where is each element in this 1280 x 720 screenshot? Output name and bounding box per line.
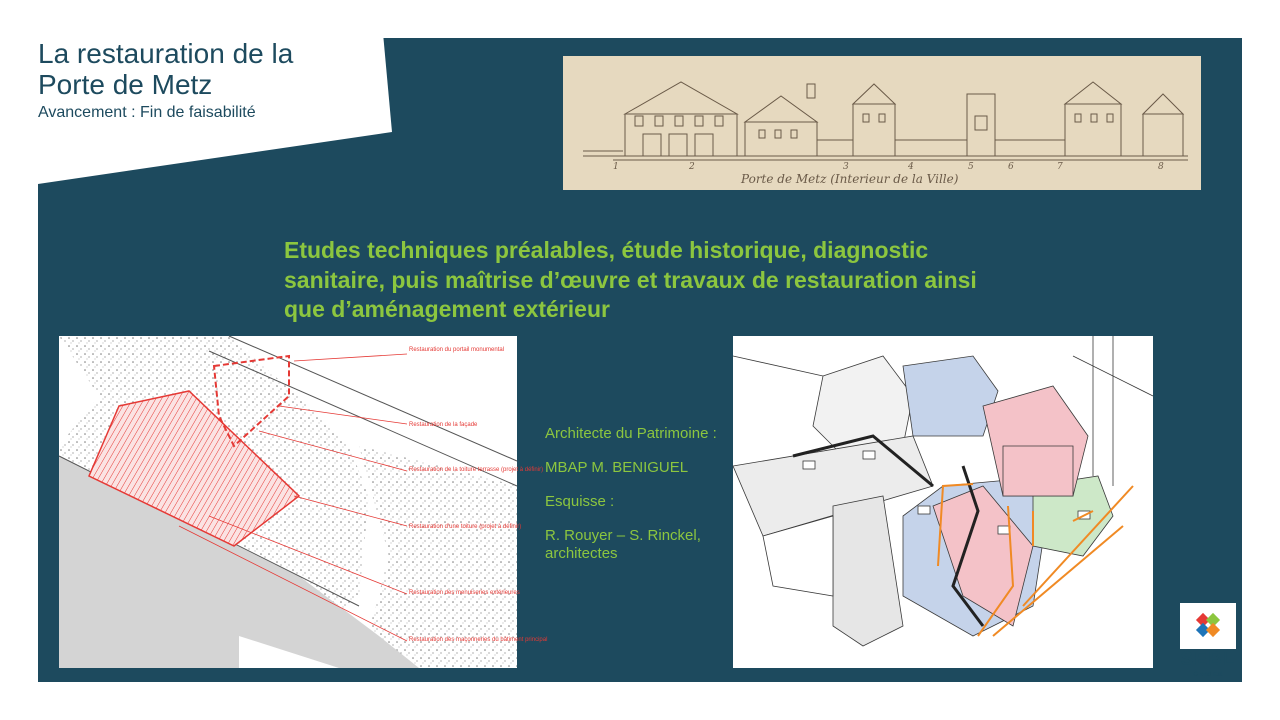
sketch-scale-8: 8 bbox=[1158, 162, 1164, 172]
plan-annotation-5: Restauration des menuiseries extérieures bbox=[409, 590, 520, 596]
sketch-scale-4: 4 bbox=[908, 162, 914, 172]
axonometric-view bbox=[733, 336, 1153, 668]
plan-annotation-1: Restauration du portail monumental bbox=[409, 347, 505, 353]
sketch-authors: R. Rouyer – S. Rinckel, architectes bbox=[545, 527, 701, 562]
plan-annotation-2: Restauration de la façade bbox=[409, 422, 478, 428]
sketch-scale-3: 3 bbox=[843, 162, 849, 172]
sketch-scale-6: 6 bbox=[1008, 162, 1014, 172]
sketch-label: Esquisse : bbox=[545, 493, 615, 510]
elevation-drawing bbox=[563, 56, 1201, 190]
architect-label: Architecte du Patrimoine : bbox=[545, 425, 717, 442]
sebl-logo-mark-icon bbox=[1180, 603, 1236, 649]
sebl-logo bbox=[1180, 603, 1242, 687]
axonometric-drawing bbox=[733, 336, 1153, 668]
plan-annotation-4: Restauration d'une toiture (projet à définir) bbox=[409, 524, 522, 530]
site-plan bbox=[59, 336, 548, 668]
title-block bbox=[38, 38, 378, 123]
site-plan-drawing bbox=[59, 336, 548, 668]
plan-annotation-3: Restauration de la toiture terrasse (projet à définir) bbox=[409, 467, 544, 473]
title-line-2: Porte de Metz bbox=[38, 69, 213, 100]
historic-elevation-sketch bbox=[563, 56, 1201, 190]
architect-name: MBAP M. BENIGUEL bbox=[545, 459, 689, 476]
slide-subtitle: Avancement : Fin de faisabilité bbox=[38, 104, 256, 121]
sketch-scale-2: 2 bbox=[689, 162, 695, 172]
title-line-1: La restauration de la bbox=[38, 38, 294, 69]
project-headline: Etudes techniques préalables, étude historique, diagnostic sanitaire, puis maîtrise d’œuvre et travaux de restauration ainsi que d’aménagement extérieur bbox=[284, 237, 977, 322]
slide-title bbox=[38, 38, 378, 100]
sketch-caption: Porte de Metz (Interieur de la Ville) bbox=[741, 172, 959, 186]
logo-region: Grand Est bbox=[1193, 672, 1223, 678]
credits-block bbox=[545, 425, 730, 579]
sketch-scale-5: 5 bbox=[968, 162, 974, 172]
sketch-scale-7: 7 bbox=[1057, 162, 1063, 172]
sketch-scale-1: 1 bbox=[613, 162, 619, 172]
logo-name: SEBL bbox=[1180, 649, 1236, 670]
plan-annotation-6: Restauration des maçonneries du bâtiment principal bbox=[409, 637, 548, 643]
